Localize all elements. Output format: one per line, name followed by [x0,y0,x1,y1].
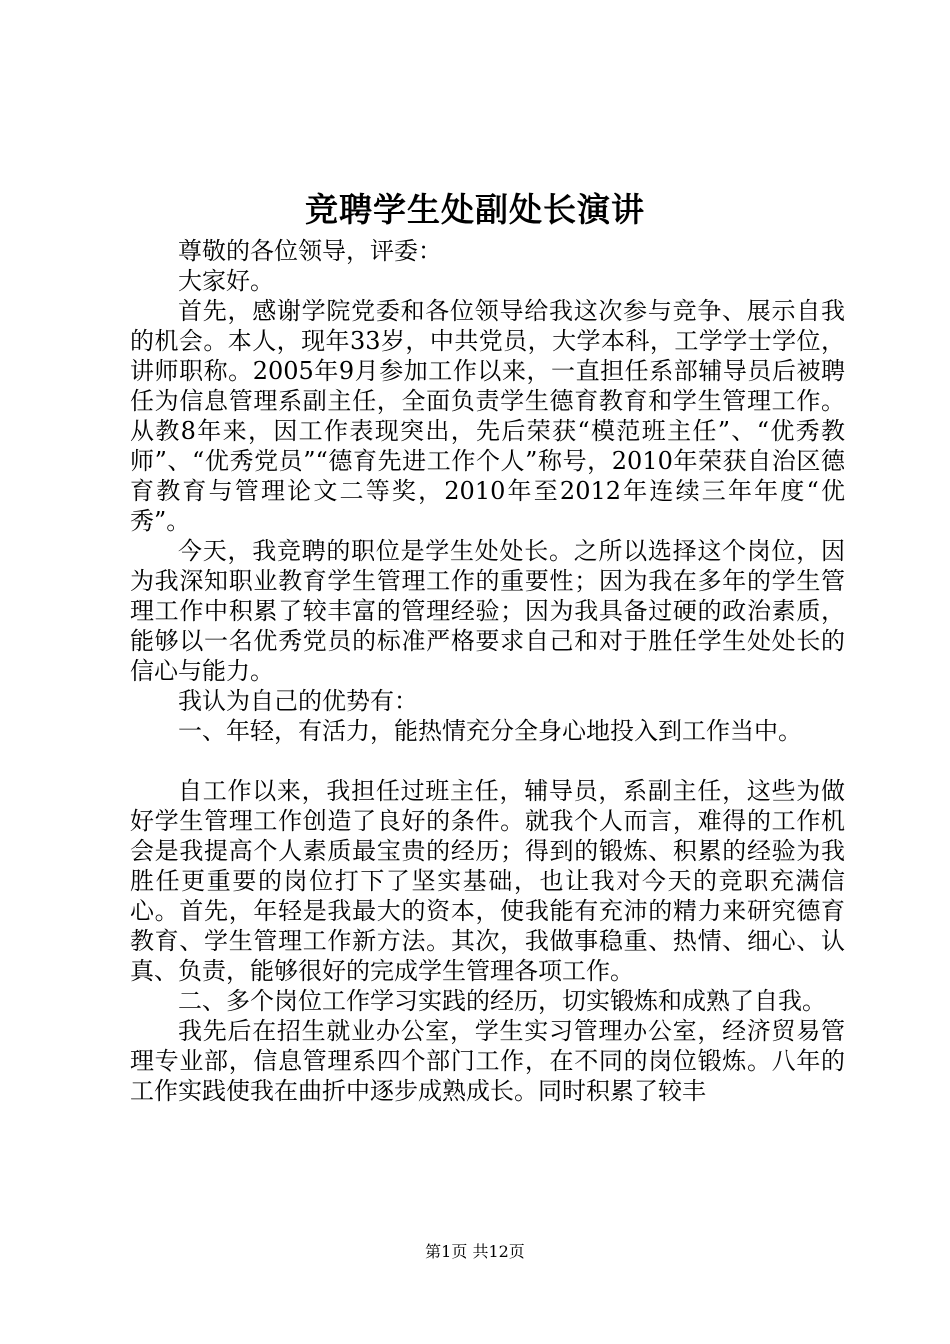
document-title: 竞聘学生处副处长演讲 [305,190,645,229]
paragraph-advantage-one: 一、年轻，有活力，能热情充分全身心地投入到工作当中。 [178,717,802,745]
paragraph-advantage-two: 二、多个岗位工作学习实践的经历，切实锻炼和成熟了自我。 [178,987,826,1015]
paragraph-position: 今天，我竞聘的职位是学生处处长。之所以选择这个岗位，因为我深知职业教育学生管理工作的重要性；因为我在多年的学生管理工作中积累了较丰富的管理经验；因为我具备过硬的政治素质，能够以一名优秀党员的标准严格要求自己和对于胜任学生处处长的信心与能力。 [130,537,845,685]
paragraph-departments: 我先后在招生就业办公室，学生实习管理办公室，经济贸易管理专业部，信息管理系四个部门工作，在不同的岗位锻炼。八年的工作实践使我在曲折中逐步成熟成长。同时积累了较丰 [130,1017,845,1105]
paragraph-advantages-intro: 我认为自己的优势有： [178,687,418,715]
document-body [130,236,845,1106]
paragraph-greeting: 大家好。 [178,267,274,295]
page-number: 第1页 共12页 [425,1242,525,1261]
paragraph-introduction: 首先，感谢学院党委和各位领导给我这次参与竞争、展示自我的机会。本人，现年33岁，中共党员，大学本科，工学学士学位，讲师职称。2005年9月参加工作以来，一直担任系部辅导员后被聘任为信息管理系副主任，全面负责学生德育教育和学生管理工作。从教8年来，因工作表现突出，先后荣获“模范班主任”、“优秀教师”、“优秀党员”“德育先进工作个人”称号，2010年荣获自治区德育教育与管理论文二等奖，2010年至2012年连续三年年度“优秀”。 [130,297,845,535]
paragraph-salutation: 尊敬的各位领导，评委： [178,237,442,265]
paragraph-experience: 自工作以来，我担任过班主任，辅导员，系副主任，这些为做好学生管理工作创造了良好的条件。就我个人而言，难得的工作机会是我提高个人素质最宝贵的经历；得到的锻炼、积累的经验为我胜任更重要的岗位打下了坚实基础，也让我对今天的竞职充满信心。首先，年轻是我最大的资本，使我能有充沛的精力来研究德育教育、学生管理工作新方法。其次，我做事稳重、热情、细心、认真、负责，能够很好的完成学生管理各项工作。 [130,777,845,985]
